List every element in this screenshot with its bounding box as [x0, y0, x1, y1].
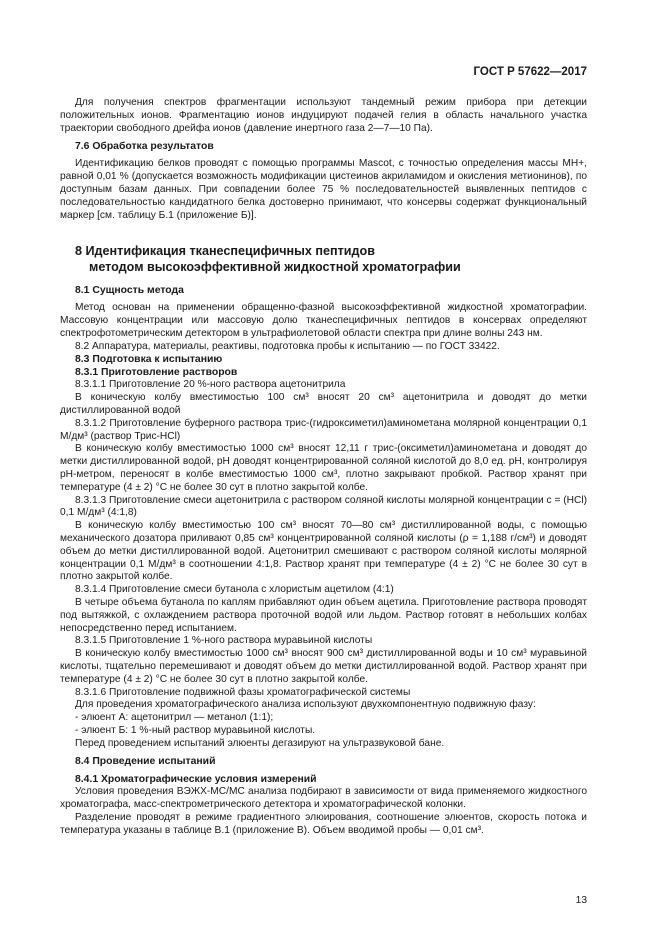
section-8-3-title: 8.3 Подготовка к испытанию — [75, 354, 223, 366]
section-8-1-title: 8.1 Сущность метода — [75, 285, 184, 297]
section-8-3-1-title: 8.3.1 Приготовление растворов — [75, 367, 238, 379]
section-8-4-1-paragraph-1: Условия проведения ВЭЖХ-МС/МС анализа подбирают в зависимости от вида применяемого жидкостного хроматографа, масс-спектрометрического детектора и хроматографической колонки. — [60, 786, 587, 811]
section-7-6-title: 7.6 Обработка результатов — [75, 141, 214, 153]
document-body — [60, 97, 587, 838]
section-8-3-1-2-title: 8.3.1.2 Приготовление буферного раствора трис-(гидроксиметил)аминометана молярной концентрации 0,1 М/дм³ (раствор Трис-HCl) — [60, 417, 587, 442]
section-8-3-1-6-paragraph-2: Перед проведением испытаний элюенты дегазируют на ультразвуковой бане. — [75, 737, 445, 749]
section-8-title-line1: 8 Идентификация тканеспецифичных пептидов — [75, 244, 375, 259]
section-8-3-1-1-title: 8.3.1.1 Приготовление 20 %-ного раствора ацетонитрила — [75, 379, 346, 391]
section-8-3-1-1-paragraph: В коническую колбу вместимостью 100 см³ вносят 20 см³ ацетонитрила и доводят до метки дистиллированной водой — [60, 392, 587, 416]
section-8-3-1-3-paragraph: В коническую колбу вместимостью 100 см³ вносят 70—80 см³ дистиллированной воды, с помощью механического дозатора приливают 0,85 см³ концентрированной соляной кислоты (ρ = 1,188 г/см³) и доводят объем до метки дистиллированной водой. Ацетонитрил смешивают с раствором соляной кислоты молярной концентрации 0,1 М/дм³ в соотношении 4:1,8. Раствор хранят при температуре (4 ± 2) °С не более 30 сут в плотно закрытой колбе. — [60, 520, 587, 583]
section-7-6-paragraph: Идентификацию белков проводят с помощью программы Mascot, с точностью определения массы МН+, равной 0,01 % (допускается возможность модификации цистеинов акриламидом и окисления метионинов), по доступным базам данных. При совпадении более 75 % последовательностей выявленных пептидов с последовательностью кандидатного белка достоверно принимают, что консервы содержат функциональный маркер [см. таблицу Б.1 (приложение Б)]. — [60, 158, 587, 221]
page-number: 13 — [575, 895, 587, 906]
section-8-2-paragraph: 8.2 Аппаратура, материалы, реактивы, подготовка пробы к испытанию — по ГОСТ 33422. — [75, 340, 500, 352]
eluent-b-list-item: - элюент Б: 1 %-ный раствор муравьиной кислоты. — [75, 724, 316, 736]
section-8-3-1-6-paragraph: Для проведения хроматографического анализа используют двухкомпонентную подвижную фазу: — [75, 699, 536, 711]
section-8-3-1-4-title: 8.3.1.4 Приготовление смеси бутанола с хлористым ацетилом (4:1) — [75, 584, 394, 596]
section-8-4-1-paragraph-2: Разделение проводят в режиме градиентного элюирования, соотношение элюентов, скорость потока и температура указаны в таблице В.1 (приложение В). Объем вводимой пробы — 0,01 см³. — [60, 812, 587, 836]
section-8-3-1-5-paragraph: В коническую колбу вместимостью 1000 см³ вносят 900 см³ дистиллированной воды и 10 см³ муравьиной кислоты, тщательно перемешивают и доводят объем до метки дистиллированной водой. Раствор хранят при температуре (4 ± 2) °С не более 30 сут в плотно закрытой колбе. — [60, 648, 587, 685]
section-8-title — [60, 244, 587, 275]
section-8-3-1-3-title: 8.3.1.3 Приготовление смеси ацетонитрила с раствором соляной кислоты молярной концентрации с = (HCl) 0,1 М/дм³ (4:1,8) — [60, 494, 587, 519]
section-8-title-line2: методом высокоэффективной жидкостной хроматографии — [89, 259, 461, 274]
intro-paragraph: Для получения спектров фрагментации используют тандемный режим прибора при детекции положительных ионов. Фрагментацию ионов индуцируют подачей гелия в область начального участка траектории свободного дрейфа ионов (давление инертного газа 2—7—10 Па). — [60, 97, 587, 134]
section-8-4-title: 8.4 Проведение испытаний — [75, 756, 216, 768]
section-8-3-1-4-paragraph: В четыре объема бутанола по каплям прибавляют один объем ацетила. Приготовление раствора проводят под вытяжкой, с охлаждением раствора проточной водой или льдом. Раствор готовят в небольших колбах непосредственно перед испытанием. — [60, 596, 587, 634]
section-8-1-paragraph: Метод основан на применении обращенно-фазной высокоэффективной жидкостной хроматографии. Массовую концентрации или массовую долю тканеспецифичных пептидов в консервах определяют спектрофотометрическим детектором в ультрафиолетовой области спектра при длине волны 243 нм. — [60, 302, 587, 339]
section-8-3-1-5-title: 8.3.1.5 Приготовление 1 %-ного раствора муравьиной кислоты — [75, 635, 373, 647]
eluent-a-list-item: - элюент А: ацетонитрил — метанол (1:1); — [75, 712, 274, 724]
section-8-4-1-title: 8.4.1 Хроматографические условия измерений — [75, 774, 317, 786]
document-header: ГОСТ Р 57622—2017 — [473, 66, 587, 78]
section-8-3-1-6-title: 8.3.1.6 Приготовление подвижной фазы хроматографической системы — [75, 686, 411, 698]
section-8-3-1-2-paragraph: В коническую колбу вместимостью 1000 см³ вносят 12,11 г трис-(оксиметил)аминометана и доводят до метки дистиллированной водой, pH доводят концентрированной соляной кислотой до 8,0 ед. pH, контролируя pH-метром, переносят в колбе вместимостью 1000 см³, плотно закрывают пробкой. Раствор хранят при температуре (4 ± 2) °С не более 30 сут в плотно закрытой колбе. — [60, 443, 587, 493]
